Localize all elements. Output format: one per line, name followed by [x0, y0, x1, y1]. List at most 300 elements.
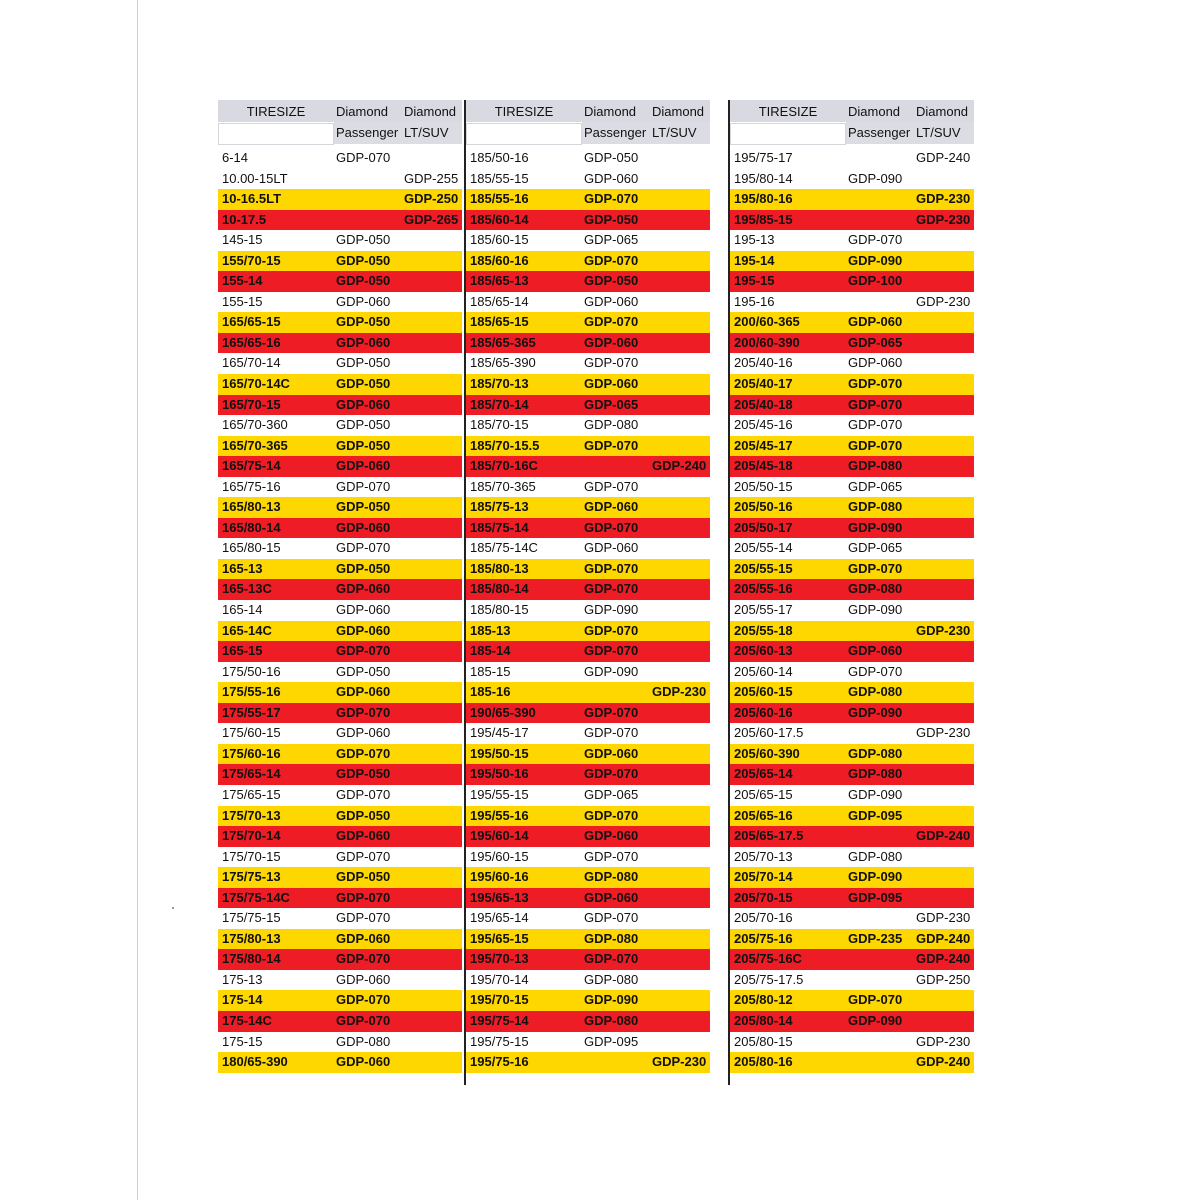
passenger-part-cell: GDP-070	[584, 622, 639, 638]
tire-size-cell: 205/80-14	[734, 1012, 793, 1028]
passenger-part-cell: GDP-080	[584, 971, 639, 987]
tire-size-cell: 155-15	[222, 293, 263, 309]
tire-size-cell: 195/70-13	[470, 951, 529, 967]
table-row	[730, 682, 974, 703]
table-row	[218, 1052, 462, 1073]
tire-size-cell: 165-13	[222, 560, 263, 576]
ltsuv-part-cell: GDP-230	[916, 1033, 971, 1049]
header-subrow	[218, 122, 462, 144]
tire-size-cell: 185/55-15	[470, 170, 529, 186]
table-row	[466, 744, 710, 765]
table-row	[466, 888, 710, 909]
passenger-part-cell: GDP-070	[584, 848, 639, 864]
tire-size-cell: 195/45-17	[470, 725, 529, 741]
tire-size-cell: 10.00-15LT	[222, 170, 288, 186]
passenger-part-cell: GDP-090	[848, 786, 903, 802]
header-diamond-ltsuv: Diamond	[652, 103, 705, 119]
header-ltsuv: LT/SUV	[650, 122, 710, 144]
tire-size-cell: 185/70-13	[470, 376, 529, 392]
tire-size-cell: 165/65-16	[222, 334, 281, 350]
table-row	[218, 703, 462, 724]
scan-page-edge	[137, 0, 138, 1200]
passenger-part-cell: GDP-090	[848, 869, 903, 885]
table-row	[218, 662, 462, 683]
table-row	[466, 374, 710, 395]
tire-size-cell: 195/50-16	[470, 766, 529, 782]
header-tiresize: TIRESIZE	[246, 103, 306, 119]
tire-size-cell: 205/50-16	[734, 499, 793, 515]
table-row	[730, 888, 974, 909]
tire-size-cell: 175/50-16	[222, 663, 281, 679]
tire-size-cell: 205/45-18	[734, 458, 793, 474]
ltsuv-part-cell: GDP-240	[916, 930, 971, 946]
table-row	[730, 949, 974, 970]
table-column-3	[730, 100, 974, 1073]
tire-size-cell: 165/75-14	[222, 458, 281, 474]
table-row	[218, 1032, 462, 1053]
tire-size-cell: 195/60-16	[470, 869, 529, 885]
table-row	[218, 723, 462, 744]
table-row	[466, 949, 710, 970]
table-column-1	[218, 100, 462, 1073]
passenger-part-cell: GDP-080	[584, 930, 639, 946]
passenger-part-cell: GDP-070	[584, 560, 639, 576]
table-row	[218, 1011, 462, 1032]
tire-size-cell: 10-16.5LT	[222, 191, 282, 207]
passenger-part-cell: GDP-090	[584, 992, 639, 1008]
passenger-part-cell: GDP-065	[848, 334, 903, 350]
tire-size-cell: 205/40-18	[734, 396, 793, 412]
passenger-part-cell: GDP-060	[336, 396, 391, 412]
tire-size-cell: 195/75-15	[470, 1033, 529, 1049]
table-row	[218, 230, 462, 251]
table-row	[218, 847, 462, 868]
passenger-part-cell: GDP-070	[336, 910, 391, 926]
table-row	[466, 292, 710, 313]
table-row	[466, 703, 710, 724]
passenger-part-cell: GDP-065	[848, 540, 903, 556]
tire-size-cell: 175/70-15	[222, 848, 281, 864]
ltsuv-part-cell: GDP-250	[404, 191, 459, 207]
passenger-part-cell: GDP-235	[848, 930, 903, 946]
tire-size-cell: 195/75-14	[470, 1012, 529, 1028]
tire-size-cell: 185/65-365	[470, 334, 536, 350]
table-row	[218, 353, 462, 374]
passenger-part-cell: GDP-050	[584, 150, 639, 165]
table-row	[730, 271, 974, 292]
table-row	[218, 456, 462, 477]
passenger-part-cell: GDP-050	[336, 252, 391, 268]
passenger-part-cell: GDP-070	[848, 232, 903, 248]
passenger-part-cell: GDP-070	[336, 704, 391, 720]
table-row	[218, 415, 462, 436]
tire-size-cell: 175/75-13	[222, 869, 281, 885]
tire-size-cell: 200/60-390	[734, 334, 800, 350]
tire-size-cell: 205/55-14	[734, 540, 793, 556]
table-row	[466, 271, 710, 292]
passenger-part-cell: GDP-060	[848, 643, 903, 659]
table-row	[218, 990, 462, 1011]
table-row	[730, 312, 974, 333]
tire-size-cell: 185/70-365	[470, 478, 536, 494]
tire-size-cell: 175/55-16	[222, 684, 281, 700]
ltsuv-part-cell: GDP-240	[652, 458, 707, 474]
tire-size-cell: 205/60-14	[734, 663, 793, 679]
tire-size-cell: 180/65-390	[222, 1054, 288, 1070]
table-row	[466, 1032, 710, 1053]
tire-size-cell: 185/70-15	[470, 417, 529, 433]
passenger-part-cell: GDP-050	[336, 499, 391, 515]
tire-size-cell: 165/80-15	[222, 540, 281, 556]
tire-size-cell: 185/65-390	[470, 355, 536, 371]
table-row	[218, 908, 462, 929]
table-row	[466, 929, 710, 950]
table-row	[218, 148, 462, 169]
passenger-part-cell: GDP-080	[848, 458, 903, 474]
passenger-part-cell: GDP-070	[848, 992, 903, 1008]
tire-size-cell: 165/70-365	[222, 437, 288, 453]
tire-size-cell: 190/65-390	[470, 704, 536, 720]
tire-size-cell: 205/65-17.5	[734, 828, 804, 844]
ltsuv-part-cell: GDP-255	[404, 170, 459, 186]
passenger-part-cell: GDP-070	[584, 478, 639, 494]
header-blank-cell	[466, 123, 582, 145]
tire-size-cell: 185-13	[470, 622, 511, 638]
table-row	[730, 929, 974, 950]
table-row	[466, 518, 710, 539]
passenger-part-cell: GDP-050	[336, 314, 391, 330]
passenger-part-cell: GDP-065	[848, 478, 903, 494]
tire-size-cell: 205/45-17	[734, 437, 793, 453]
ltsuv-part-cell: GDP-230	[916, 910, 971, 926]
ltsuv-part-cell: GDP-230	[916, 725, 971, 741]
passenger-part-cell: GDP-060	[584, 499, 639, 515]
table-rows	[730, 148, 974, 1073]
ltsuv-part-cell: GDP-240	[916, 1054, 971, 1070]
passenger-part-cell: GDP-070	[848, 376, 903, 392]
tire-size-cell: 195/70-15	[470, 992, 529, 1008]
tire-size-cell: 145-15	[222, 232, 263, 248]
header-diamond-passenger: Diamond	[584, 103, 637, 119]
tire-size-cell: 205/65-14	[734, 766, 793, 782]
table-row	[730, 600, 974, 621]
table-row	[730, 908, 974, 929]
tire-size-cell: 195/80-14	[734, 170, 793, 186]
tire-size-cell: 185/55-16	[470, 191, 529, 207]
header-diamond-passenger: Diamond	[336, 103, 389, 119]
passenger-part-cell: GDP-070	[584, 191, 639, 207]
table-row	[218, 477, 462, 498]
passenger-part-cell: GDP-080	[584, 869, 639, 885]
ltsuv-part-cell: GDP-230	[652, 1054, 707, 1070]
passenger-part-cell: GDP-060	[336, 930, 391, 946]
tire-size-cell: 205/55-18	[734, 622, 793, 638]
table-row	[466, 456, 710, 477]
table-column-2	[466, 100, 710, 1073]
tire-size-cell: 195-16	[734, 293, 775, 309]
passenger-part-cell: GDP-070	[336, 1012, 391, 1028]
ltsuv-part-cell: GDP-240	[916, 951, 971, 967]
header-passenger: Passenger	[582, 122, 650, 144]
table-row	[218, 436, 462, 457]
passenger-part-cell: GDP-060	[336, 725, 391, 741]
passenger-part-cell: GDP-060	[584, 828, 639, 844]
table-row	[218, 251, 462, 272]
passenger-part-cell: GDP-070	[848, 437, 903, 453]
table-row	[730, 579, 974, 600]
ltsuv-part-cell: GDP-265	[404, 211, 459, 227]
tire-size-cell: 195/60-15	[470, 848, 529, 864]
tire-size-cell: 185/60-15	[470, 232, 529, 248]
passenger-part-cell: GDP-070	[336, 745, 391, 761]
tire-size-cell: 205/50-17	[734, 519, 793, 535]
header-row	[466, 100, 710, 122]
passenger-part-cell: GDP-070	[584, 355, 639, 371]
passenger-part-cell: GDP-060	[848, 355, 903, 371]
tire-size-cell: 195/50-15	[470, 745, 529, 761]
tire-size-cell: 165/70-14C	[222, 376, 290, 392]
tire-size-cell: 205/75-16C	[734, 951, 802, 967]
passenger-part-cell: GDP-070	[584, 581, 639, 597]
tire-size-cell: 205/75-17.5	[734, 971, 804, 987]
passenger-part-cell: GDP-070	[584, 252, 639, 268]
table-row	[466, 682, 710, 703]
tire-size-cell: 185-15	[470, 663, 511, 679]
passenger-part-cell: GDP-095	[584, 1033, 639, 1049]
ltsuv-part-cell: GDP-250	[916, 971, 971, 987]
table-row	[218, 949, 462, 970]
tire-size-cell: 195-15	[734, 273, 775, 289]
passenger-part-cell: GDP-070	[584, 519, 639, 535]
tire-size-cell: 175/75-14C	[222, 889, 290, 905]
table-row	[730, 518, 974, 539]
tire-size-cell: 195/55-15	[470, 786, 529, 802]
passenger-part-cell: GDP-090	[848, 602, 903, 618]
header-ltsuv: LT/SUV	[914, 122, 974, 144]
tire-size-cell: 165-14C	[222, 622, 272, 638]
tire-size-cell: 185/65-14	[470, 293, 529, 309]
passenger-part-cell: GDP-060	[584, 540, 639, 556]
table-row	[466, 1011, 710, 1032]
tire-size-cell: 155/70-15	[222, 252, 281, 268]
passenger-part-cell: GDP-070	[584, 725, 639, 741]
table-row	[218, 970, 462, 991]
passenger-part-cell: GDP-080	[848, 766, 903, 782]
tire-size-cell: 175/75-15	[222, 910, 281, 926]
tire-size-cell: 205/80-15	[734, 1033, 793, 1049]
table-row	[730, 1011, 974, 1032]
passenger-part-cell: GDP-090	[584, 663, 639, 679]
passenger-part-cell: GDP-060	[336, 684, 391, 700]
passenger-part-cell: GDP-070	[848, 417, 903, 433]
passenger-part-cell: GDP-080	[584, 417, 639, 433]
tire-size-cell: 185-14	[470, 643, 511, 659]
table-row	[218, 641, 462, 662]
tire-size-cell: 205/55-16	[734, 581, 793, 597]
table-row	[466, 538, 710, 559]
header-row	[218, 100, 462, 122]
tire-size-cell: 205/60-15	[734, 684, 793, 700]
passenger-part-cell: GDP-060	[584, 889, 639, 905]
table-row	[730, 374, 974, 395]
table-row	[218, 169, 462, 190]
table-row	[466, 662, 710, 683]
passenger-part-cell: GDP-060	[336, 1054, 391, 1070]
tire-size-cell: 195/55-16	[470, 807, 529, 823]
header-row	[730, 100, 974, 122]
tire-size-cell: 205/55-17	[734, 602, 793, 618]
tire-size-cell: 175/65-15	[222, 786, 281, 802]
passenger-part-cell: GDP-070	[584, 314, 639, 330]
tire-size-cell: 205/80-16	[734, 1054, 793, 1070]
tire-size-cell: 165/70-15	[222, 396, 281, 412]
header-diamond-ltsuv: Diamond	[404, 103, 457, 119]
tire-size-cell: 185/75-14	[470, 519, 529, 535]
passenger-part-cell: GDP-060	[336, 458, 391, 474]
header-passenger: Passenger	[334, 122, 402, 144]
passenger-part-cell: GDP-090	[848, 170, 903, 186]
table-row	[466, 908, 710, 929]
table-row	[218, 888, 462, 909]
ltsuv-part-cell: GDP-240	[916, 150, 971, 165]
passenger-part-cell: GDP-070	[584, 807, 639, 823]
tire-size-cell: 175/80-14	[222, 951, 281, 967]
tire-size-cell: 185/70-15.5	[470, 437, 540, 453]
passenger-part-cell: GDP-050	[336, 807, 391, 823]
tire-size-cell: 175/70-14	[222, 828, 281, 844]
table-row	[466, 312, 710, 333]
table-row	[218, 518, 462, 539]
table-row	[730, 970, 974, 991]
passenger-part-cell: GDP-060	[336, 828, 391, 844]
passenger-part-cell: GDP-050	[336, 560, 391, 576]
tire-size-cell: 165/70-360	[222, 417, 288, 433]
table-row	[466, 477, 710, 498]
table-row	[218, 559, 462, 580]
passenger-part-cell: GDP-070	[336, 889, 391, 905]
table-row	[218, 189, 462, 210]
tire-size-cell: 195-13	[734, 232, 775, 248]
passenger-part-cell: GDP-080	[848, 848, 903, 864]
table-row	[466, 600, 710, 621]
passenger-part-cell: GDP-090	[848, 519, 903, 535]
tire-size-cell: 165-14	[222, 602, 263, 618]
tire-size-cell: 165/65-15	[222, 314, 281, 330]
table-row	[218, 682, 462, 703]
table-row	[218, 395, 462, 416]
passenger-part-cell: GDP-050	[584, 273, 639, 289]
passenger-part-cell: GDP-095	[848, 807, 903, 823]
header-diamond-passenger: Diamond	[848, 103, 901, 119]
header-tiresize: TIRESIZE	[758, 103, 818, 119]
tire-size-cell: 185/75-14C	[470, 540, 538, 556]
table-row	[730, 867, 974, 888]
table-row	[730, 415, 974, 436]
tire-size-cell: 205/55-15	[734, 560, 793, 576]
table-row	[466, 497, 710, 518]
table-row	[466, 723, 710, 744]
passenger-part-cell: GDP-070	[584, 643, 639, 659]
table-row	[730, 169, 974, 190]
table-row	[218, 210, 462, 231]
passenger-part-cell: GDP-050	[336, 869, 391, 885]
header-passenger: Passenger	[846, 122, 914, 144]
tire-size-cell: 175/80-13	[222, 930, 281, 946]
table-row	[218, 764, 462, 785]
tire-size-cell: 165-15	[222, 643, 263, 659]
passenger-part-cell: GDP-060	[584, 376, 639, 392]
passenger-part-cell: GDP-070	[336, 848, 391, 864]
passenger-part-cell: GDP-090	[584, 602, 639, 618]
tire-size-cell: 205/60-16	[734, 704, 793, 720]
passenger-part-cell: GDP-050	[336, 417, 391, 433]
table-row	[218, 621, 462, 642]
table-row	[218, 292, 462, 313]
tire-size-cell: 175-15	[222, 1033, 263, 1049]
table-row	[466, 230, 710, 251]
table-row	[218, 374, 462, 395]
passenger-part-cell: GDP-080	[848, 499, 903, 515]
table-row	[466, 210, 710, 231]
tire-size-cell: 185/50-16	[470, 150, 529, 165]
table-rows	[466, 148, 710, 1073]
tire-size-cell: 175/70-13	[222, 807, 281, 823]
tire-size-cell: 175/55-17	[222, 704, 281, 720]
table-row	[466, 990, 710, 1011]
table-row	[218, 600, 462, 621]
table-row	[218, 826, 462, 847]
table-row	[730, 456, 974, 477]
table-row	[730, 538, 974, 559]
tire-size-cell: 185/65-13	[470, 273, 529, 289]
table-row	[466, 826, 710, 847]
table-row	[730, 764, 974, 785]
table-row	[466, 148, 710, 169]
table-row	[466, 1052, 710, 1073]
table-row	[730, 826, 974, 847]
passenger-part-cell: GDP-060	[584, 170, 639, 186]
table-row	[730, 806, 974, 827]
table-row	[466, 764, 710, 785]
header-tiresize: TIRESIZE	[494, 103, 554, 119]
passenger-part-cell: GDP-070	[336, 478, 391, 494]
table-row	[730, 641, 974, 662]
tire-size-cell: 185/75-13	[470, 499, 529, 515]
tire-size-cell: 175/60-16	[222, 745, 281, 761]
table-row	[730, 353, 974, 374]
table-row	[730, 1032, 974, 1053]
table-row	[730, 559, 974, 580]
passenger-part-cell: GDP-070	[336, 540, 391, 556]
table-row	[218, 929, 462, 950]
header-diamond-ltsuv: Diamond	[916, 103, 969, 119]
tire-size-cell: 175-14C	[222, 1012, 272, 1028]
passenger-part-cell: GDP-065	[584, 232, 639, 248]
ltsuv-part-cell: GDP-230	[916, 191, 971, 207]
tire-size-cell: 185/80-14	[470, 581, 529, 597]
table-row	[730, 703, 974, 724]
passenger-part-cell: GDP-070	[584, 766, 639, 782]
table-row	[466, 867, 710, 888]
passenger-part-cell: GDP-070	[336, 150, 391, 165]
header-subrow	[730, 122, 974, 144]
table-row	[466, 333, 710, 354]
table-row	[466, 353, 710, 374]
tire-size-cell: 205/70-16	[734, 910, 793, 926]
tire-size-cell: 165/80-13	[222, 499, 281, 515]
tire-size-cell: 195/60-14	[470, 828, 529, 844]
tire-size-cell: 205/45-16	[734, 417, 793, 433]
